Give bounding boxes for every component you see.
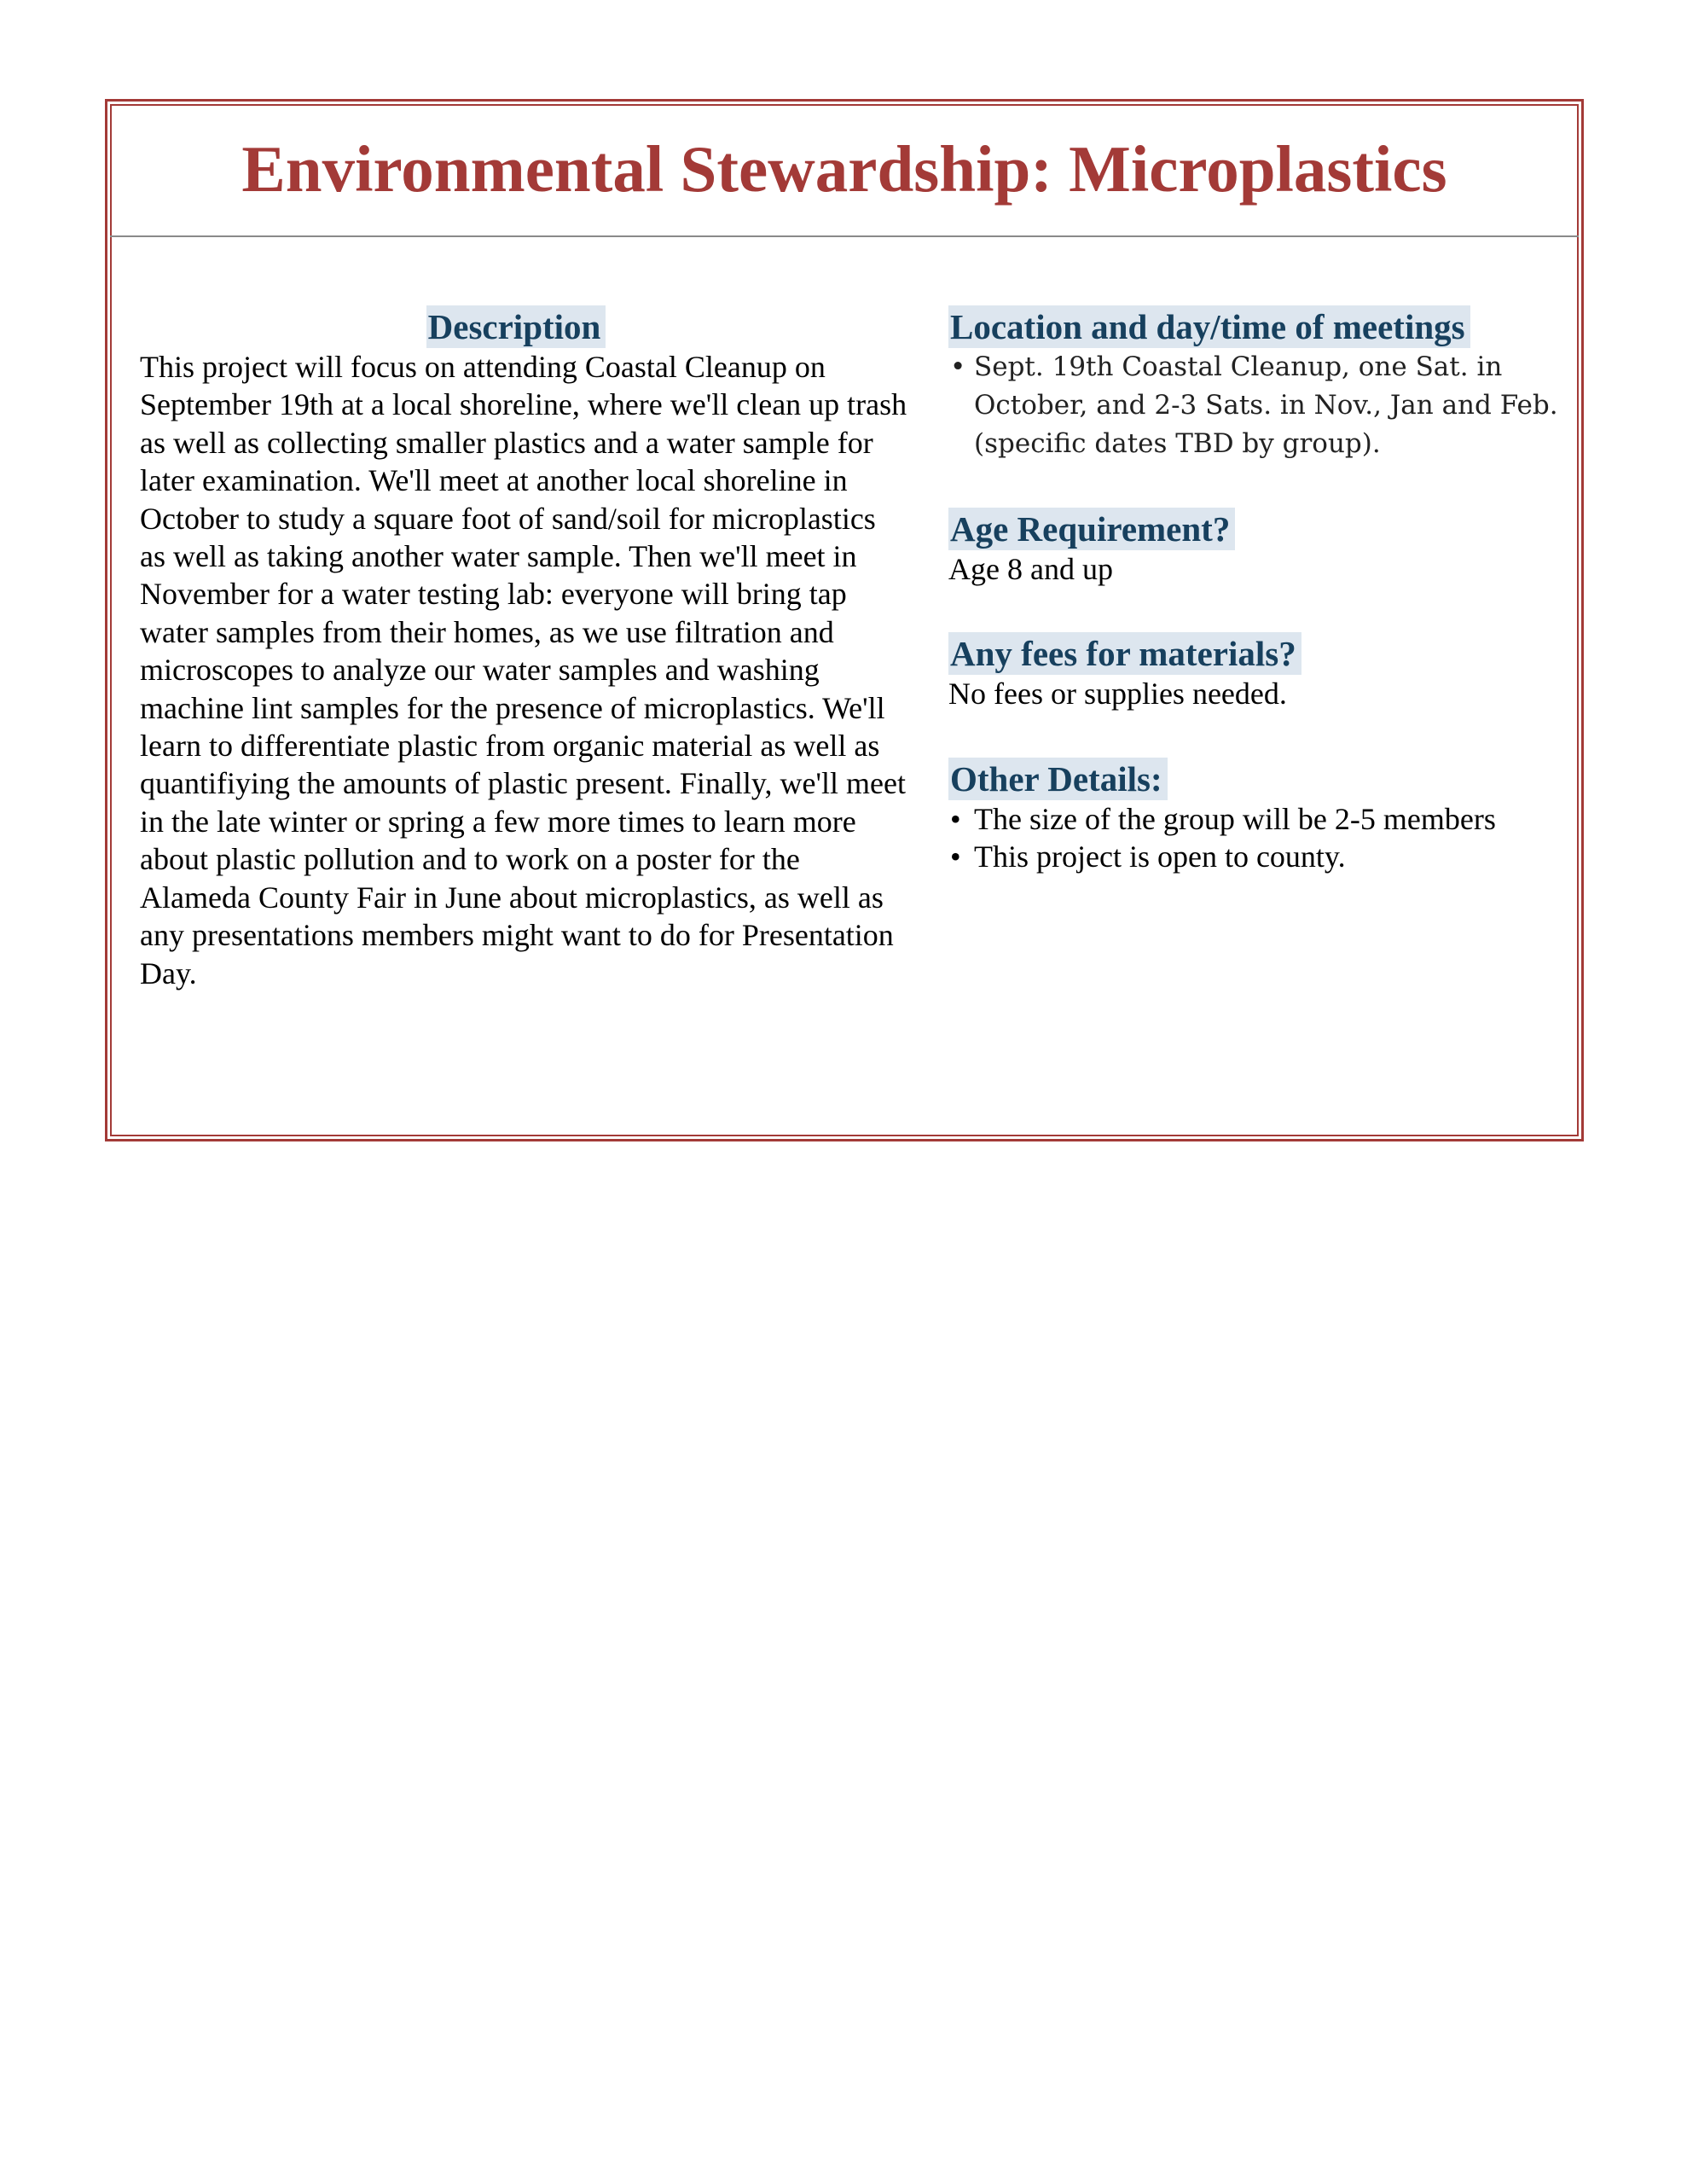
fees-heading: Any fees for materials? (948, 632, 1301, 675)
spacer (948, 463, 1562, 508)
spacer (948, 713, 1562, 758)
list-item (948, 838, 1562, 875)
other-details-list (948, 800, 1562, 876)
fees-text: No fees or supplies needed. (948, 677, 1287, 712)
fees-heading-row (948, 632, 1562, 675)
title-divider (110, 235, 1579, 237)
other-item-text: This project is open to county. (974, 839, 1346, 874)
list-item (948, 800, 1562, 838)
spacer (948, 588, 1562, 632)
bullet-icon: • (950, 351, 966, 382)
other-heading: Other Details: (948, 758, 1168, 800)
description-column (140, 305, 907, 992)
location-heading-row (948, 305, 1562, 348)
bullet-icon: • (950, 839, 961, 874)
age-heading-row (948, 508, 1562, 550)
location-list (948, 348, 1562, 463)
age-text: Age 8 and up (948, 552, 1113, 586)
other-item-text: The size of the group will be 2-5 members (974, 801, 1496, 836)
page-title: Environmental Stewardship: Microplastics (241, 132, 1447, 206)
list-item (948, 348, 1562, 463)
details-column (948, 305, 1562, 876)
age-heading: Age Requirement? (948, 508, 1235, 550)
location-heading: Location and day/time of meetings (948, 305, 1470, 348)
description-text: This project will focus on attending Coastal Cleanup on September 19th at a local shoreline, where we'll clean up trash as well as collecting smaller plastics and a water sample for later examination. We'll meet at another local shoreline in October to study a square foot of sand/soil for microplastics as well as taking another water sample. Then we'll meet in November for a water testing lab: everyone will bring tap water samples from their homes, as we use filtration and microscopes to analyze our water samples and washing machine lint samples for the presence of microplastics. We'll learn to differentiate plastic from organic material as well as quantifiying the amounts of plastic present. Finally, we'll meet in the late winter or spring a few more times to learn more about plastic pollution and to work on a poster for the Alameda County Fair in June about microplastics, as well as any presentations members might want to do for Presentation Day. (140, 350, 907, 990)
bullet-icon: • (950, 801, 961, 836)
description-heading: Description (426, 305, 606, 348)
location-item-text: Sept. 19th Coastal Cleanup, one Sat. in October, and 2-3 Sats. in Nov., Jan and Feb. (specific dates TBD by group). (974, 351, 1558, 459)
other-heading-row (948, 758, 1562, 800)
description-heading-row (140, 305, 892, 348)
